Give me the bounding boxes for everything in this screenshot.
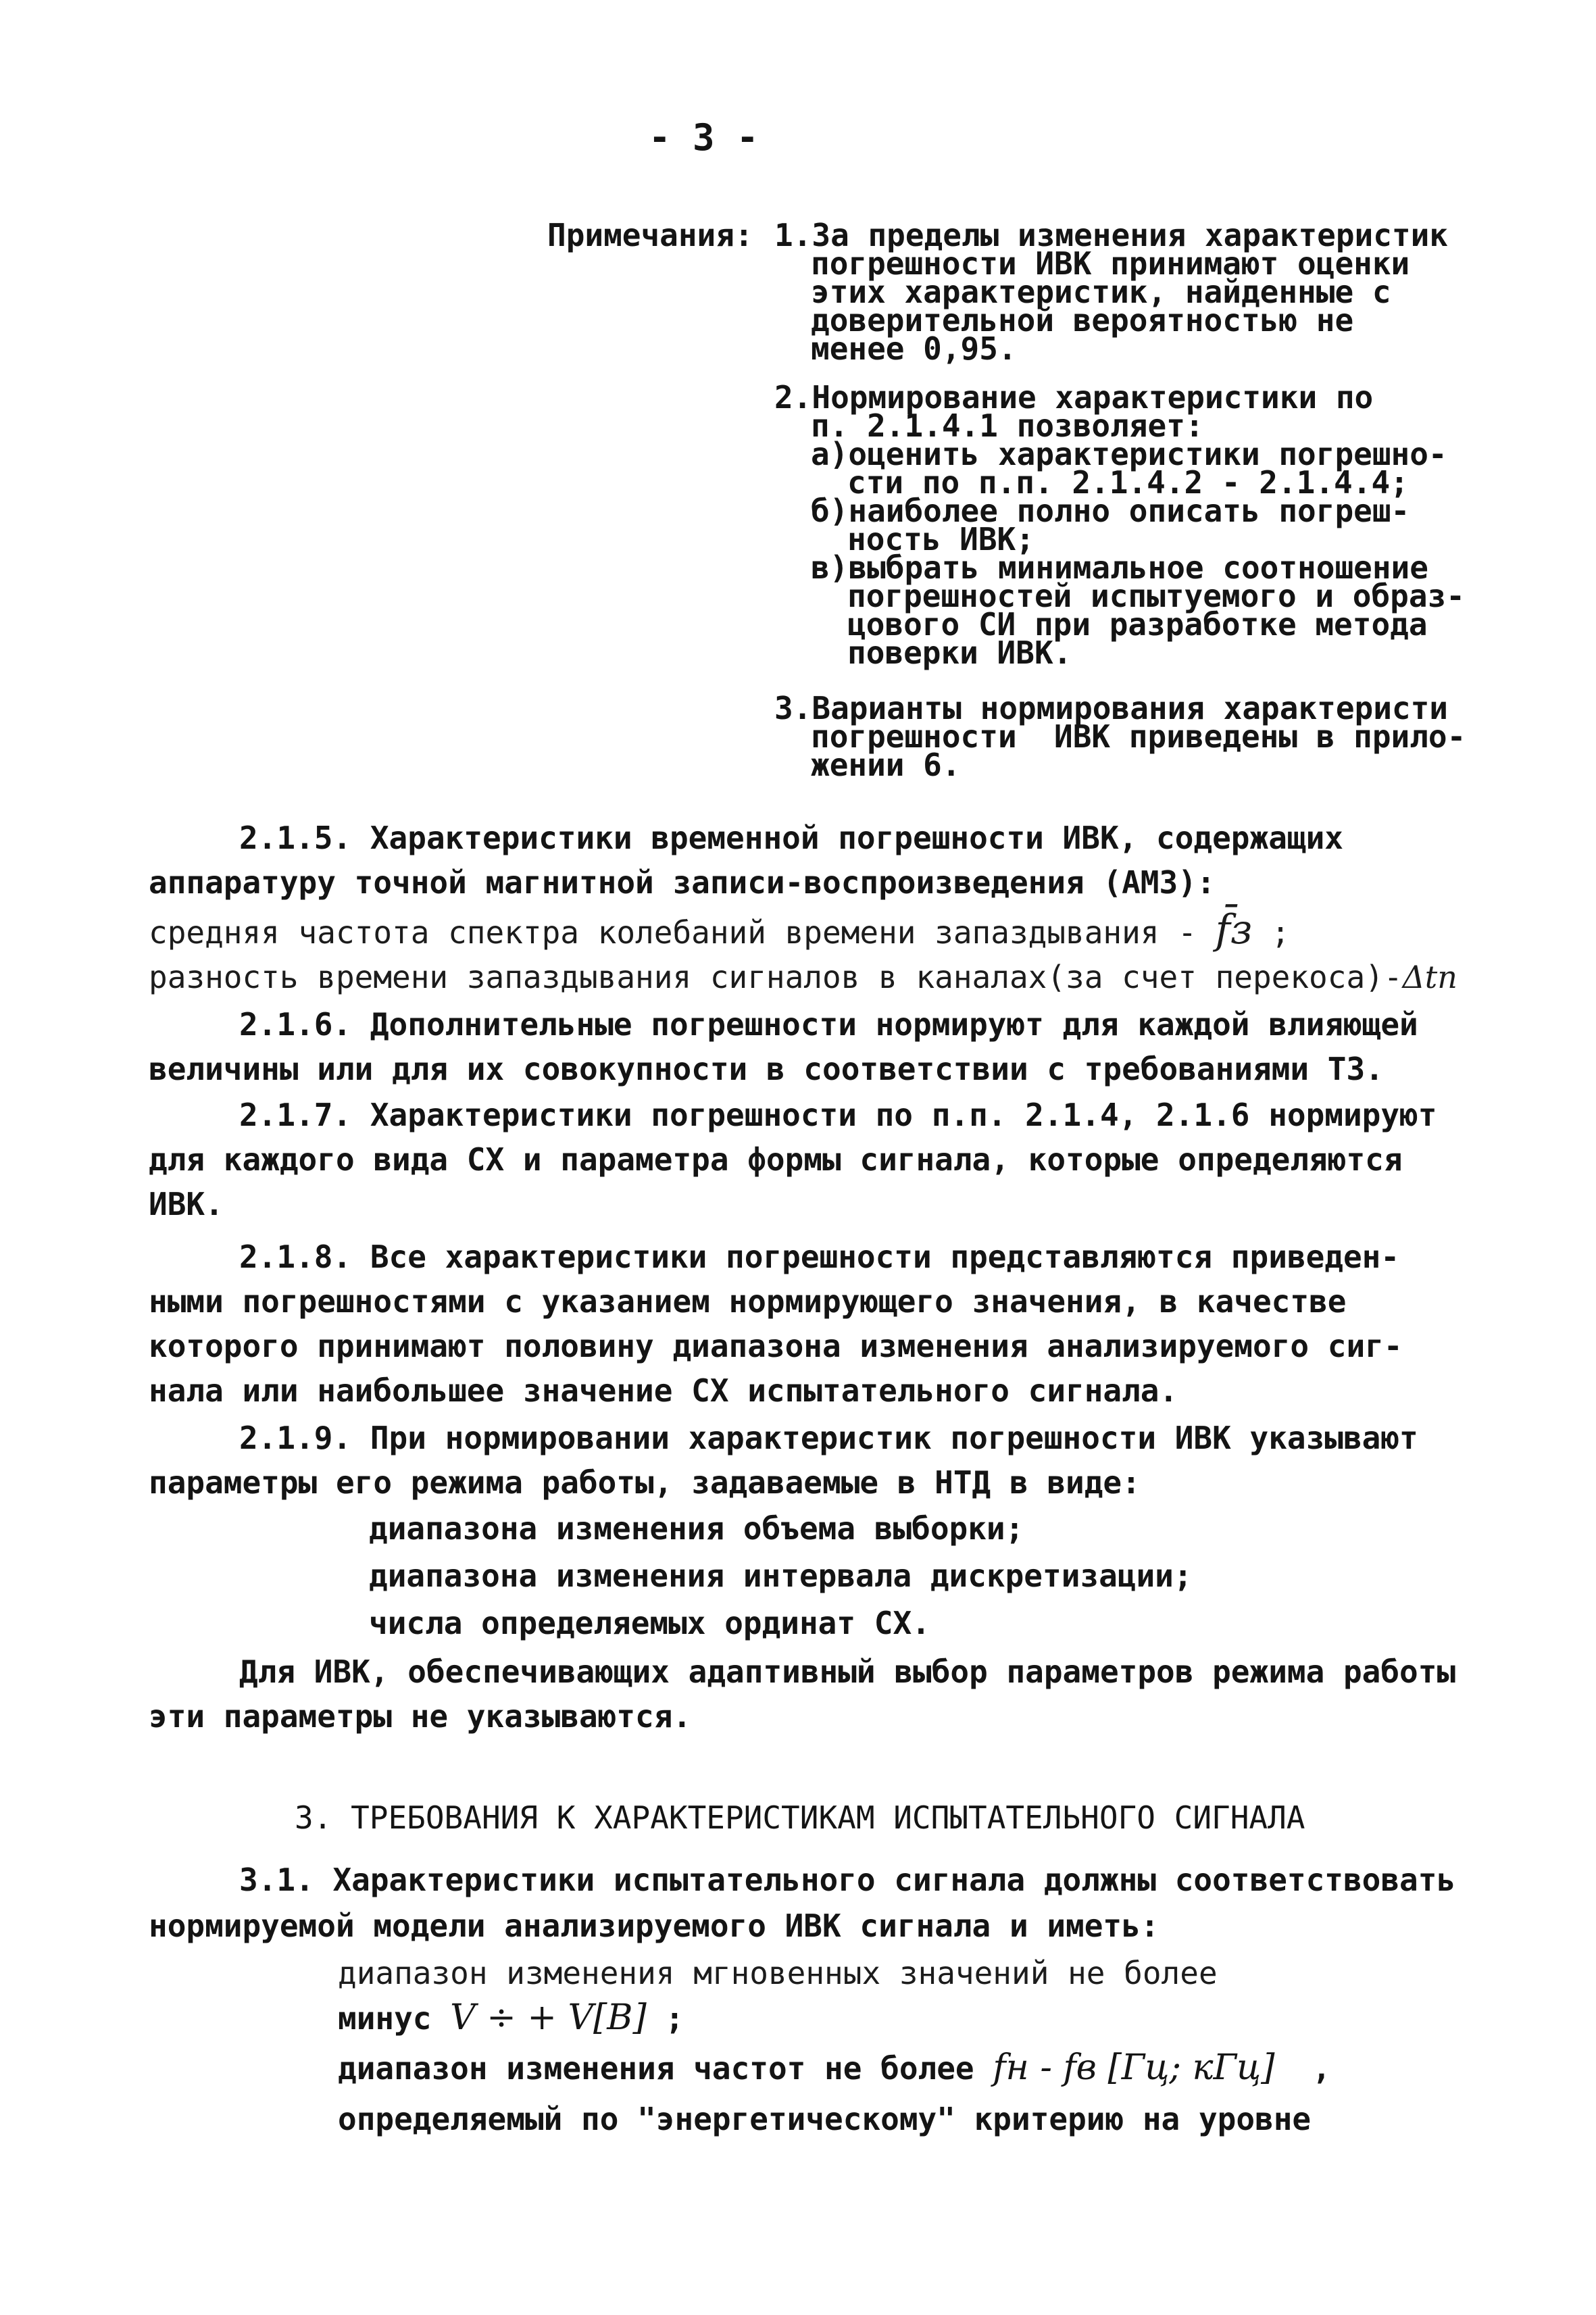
- para-3-1-line-2: нормируемой модели анализируемого ИВК сигнала и иметь:: [149, 1908, 1159, 1944]
- note-2-line-9: цового СИ при разработке метода: [847, 606, 1428, 643]
- page-number: - 3 -: [649, 116, 759, 159]
- para-2-1-5-line-1: 2.1.5. Характеристики временной погрешности ИВК, содержащих: [239, 820, 1343, 856]
- note-1-line-4: доверительной вероятностью не: [811, 302, 1354, 339]
- para-2-1-9-line-5: числа определяемых ординат СХ.: [369, 1605, 930, 1641]
- note-2-line-6: ность ИВК;: [847, 521, 1034, 557]
- para-2-1-8-line-4: нала или наибольшее значение СХ испытательного сигнала.: [149, 1372, 1178, 1409]
- para-3-1-line-3: диапазон изменения мгновенных значений не более: [338, 1955, 1218, 1991]
- para-2-1-6-line-1: 2.1.6. Дополнительные погрешности нормируют для каждой влияющей: [239, 1006, 1418, 1043]
- note-2-line-5: б)наиболее полно описать погреш-: [811, 493, 1410, 529]
- para-3-1-line-1: 3.1. Характеристики испытательного сигнала должны соответствовать: [239, 1862, 1456, 1898]
- para-2-1-8-line-1: 2.1.8. Все характеристики погрешности представляются приведен-: [239, 1239, 1400, 1275]
- para-3-1-line-4: минус V ÷ + V[B] ;: [338, 1997, 684, 2038]
- symbol-delta-tn: Δtn: [1402, 959, 1457, 995]
- para-2-1-9-line-6: Для ИВК, обеспечивающих адаптивный выбор параметров режима работы: [239, 1653, 1456, 1690]
- note-2-line-2: п. 2.1.4.1 позволяет:: [811, 407, 1204, 444]
- note-3-line-1: 3.Варианты нормирования характеристи: [774, 690, 1448, 726]
- note-1-line-5: менее 0,95.: [811, 330, 1017, 367]
- note-1-line-3: этих характеристик, найденные с: [811, 274, 1391, 310]
- para-2-1-7-line-2: для каждого вида СХ и параметра формы сигнала, которые определяются: [149, 1141, 1403, 1178]
- para-2-1-9-line-7: эти параметры не указываются.: [149, 1698, 692, 1735]
- para-2-1-5-line-2: аппаратуру точной магнитной записи-воспроизведения (АМЗ):: [149, 864, 1216, 901]
- note-1-line-2: погрешности ИВК принимают оценки: [811, 245, 1410, 282]
- note-2-line-8: погрешностей испытуемого и образ-: [847, 578, 1465, 614]
- note-3-line-2: погрешности ИВК приведены в прило-: [811, 718, 1466, 755]
- symbol-frequency-range: fн - fв [Гц; кГц]: [993, 2047, 1275, 2088]
- section-3-heading: 3. ТРЕБОВАНИЯ К ХАРАКТЕРИСТИКАМ ИСПЫТАТЕЛЬНОГО СИГНАЛА: [295, 1799, 1305, 1836]
- symbol-voltage-range: V ÷ + V[B]: [450, 1997, 647, 2038]
- para-3-1-line-6: определяемый по "энергетическому" критерию на уровне: [338, 2101, 1312, 2137]
- para-2-1-9-line-1: 2.1.9. При нормировании характеристик погрешности ИВК указывают: [239, 1420, 1418, 1456]
- para-2-1-5-line-4: разность времени запаздывания сигналов в каналах(за счет перекоса)-Δtn: [149, 959, 1457, 995]
- note-2-line-3: а)оценить характеристики погрешно-: [811, 436, 1447, 472]
- notes-label: Примечания:: [547, 217, 753, 253]
- note-1-line-1: 1.За пределы изменения характеристик: [774, 217, 1448, 253]
- para-2-1-8-line-2: ными погрешностями с указанием нормирующего значения, в качестве: [149, 1283, 1347, 1320]
- note-2-line-7: в)выбрать минимальное соотношение: [811, 549, 1428, 586]
- para-2-1-7-line-3: ИВК.: [149, 1186, 224, 1222]
- para-2-1-5-line-3: средняя частота спектра колебаний времени запаздывания - f̄з ;: [149, 906, 1290, 953]
- para-3-1-line-5: диапазон изменения частот не более fн - fв [Гц; кГц] ,: [338, 2047, 1331, 2088]
- para-2-1-9-line-4: диапазона изменения интервала дискретизации;: [369, 1558, 1193, 1594]
- para-2-1-9-line-3: диапазона изменения объема выборки;: [369, 1510, 1024, 1547]
- note-2-line-4: сти по п.п. 2.1.4.2 - 2.1.4.4;: [847, 464, 1409, 501]
- para-2-1-6-line-2: величины или для их совокупности в соответствии с требованиями ТЗ.: [149, 1051, 1384, 1087]
- note-2-line-1: 2.Нормирование характеристики по: [774, 379, 1374, 416]
- para-2-1-9-line-2: параметры его режима работы, задаваемые в НТД в виде:: [149, 1464, 1141, 1501]
- para-2-1-8-line-3: которого принимают половину диапазона изменения анализируемого сиг-: [149, 1328, 1403, 1364]
- para-2-1-7-line-1: 2.1.7. Характеристики погрешности по п.п. 2.1.4, 2.1.6 нормируют: [239, 1097, 1437, 1133]
- note-2-line-10: поверки ИВК.: [847, 634, 1072, 671]
- note-3-line-3: жении 6.: [811, 747, 961, 783]
- symbol-f3: f̄з: [1215, 906, 1253, 953]
